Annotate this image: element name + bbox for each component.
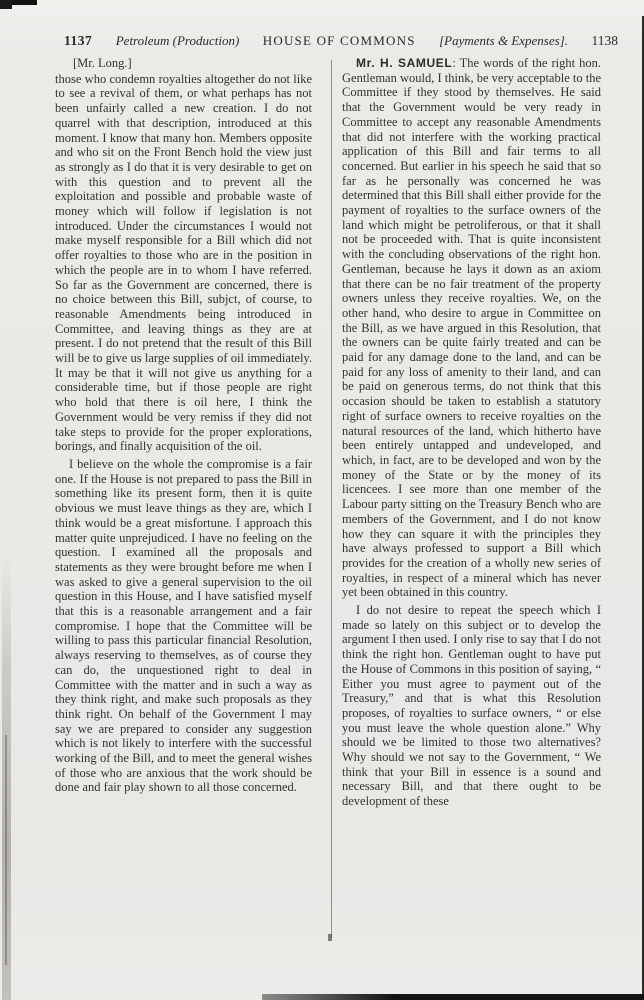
page-number-right: 1138 [591,33,618,48]
speech-paragraph: I do not desire to repeat the speech which I made so lately on this subject or to develop the argument I then used. I only rise to say that I do not think the right hon. Gentleman ought to have put the House of Commons in this position of saying, “ Either you must agree to payment out of the Treasury,” and that is what this Resolution proposes, of royalties to surface owners, “ or else you must leave the whole question alone.” Why should we be limited to those two alternatives? Why should we not say to the Government, “ We think that your Bill in essence is a sound and necessary Bill, and that there ought to be development of these [342,603,601,809]
right-column [342,56,601,809]
left-column [55,56,312,795]
scan-artifact-top-left-corner [0,0,12,9]
speech-paragraph: I believe on the whole the compromise is a fair one. If the House is not prepared to pass the Bill in something like its present form, then it is quite obvious we must leave things as they are, which I think would be a great misfortune. I approach this matter quite unprejudiced. I have no feeling on the question. I examined all the proposals and statements as they were brought before me when I was asked to give a general supervision to the oil question in this House, and I have satisfied myself that this is a reasonable arrangement and a fair compromise. I hope that the Committee will be willing to pass this particular financial Resolution, always reserving to themselves, as of course they can do, the unquestioned right to deal in Committee with the matter and in such a way as they think right, and make such proposals as they think right. On behalf of the Government I may say we are prepared to consider any suggestion which is not likely to interfere with the successful working of the Bill, and to meet the general wishes of those who are anxious that the work should be done and fair play shown to all those concerned. [55,456,312,795]
header-debate-title: Petroleum (Production) [115,33,240,48]
header-topic: [Payments & Expenses]. [439,33,568,48]
speech-paragraph [342,56,601,600]
column-divider [331,60,332,938]
scan-artifact-bottom-strip [262,994,644,1000]
speech-text: : The words of the right hon. Gentleman would, I think, be very acceptable to the Committee if they stood by themselves. He said that the Government would be very ready in Committee to accept any reasonable Amendments that did not interfere with the working practical application of this Bill and fair terms to all concerned. But earlier in his speech he said that so far as he personally was concerned he was determined that this Bill shall either provide for the payment of royalties to the surface owners of the land which might be petroliferous, or that it shall not be proceeded with. That is quite inconsistent with the concluding observations of the right hon. Gentleman, because he lays it down as an axiom that there can be no fair treatment of the property owners unless they receive royalties. We, on the other hand, who desire to argue in Committee on the Bill, as we have argued in this Resolution, that the owners can be quite fairly treated and can be paid for any damage done to the land, and can be paid for any loss of amenity to their land, and can be paid on generous terms, do not think that this occasion should be taken to establish a statutory right of surface owners to receive royalties on the natural resources of the land, which hitherto have been entirely untapped and undeveloped, and which, in fact, are to be developed and won by the money of the State or by the money of its licencees. I see more than one member of the Labour party sitting on the Treasury Bench who are members of the Government, and I do not know how they can square it with the principles they have always professed to support a Bill which provides for the creation of a wholly new series of royalties, in respect of a mineral which has never yet been obtained in this country. [342,56,601,600]
page-header [64,33,618,49]
header-house-title: HOUSE OF COMMONS [262,33,416,48]
speaker-continuation-label: [Mr. Long.] [73,56,132,70]
speaker-name: Mr. H. SAMUEL [356,56,453,70]
speech-paragraph: those who condemn royalties altogether do not like to see a revival of them, or what perhaps has not been unfairly called a new creation. I do not quarrel with that description, introduced at this moment. I know that many hon. Members opposite and who sit on the Front Bench hold the view just as strongly as I do that it is very desirable to get on with this question and to prevent all the exploitation and possible and probable waste of money which will follow if legislation is not introduced. Under the circumstances I would not make myself responsible for a Bill which did not offer royalties to those who are in the position in which the people are in to whom I have referred. So far as the Government are concerned, there is no choice between this Bill, subjct, of course, to reasonable Amendments being introduced in Committee, and leaving things as they are at present. I do not pretend that the result of this Bill will be to give us large supplies of oil immediately. It may be that it will not give us anything for a considerable time, but if those people are right who hold that there is oil here, I think the Government would be very remiss if they did not take steps to provide for the proper explorations, borings, and finally acquisition of the oil. [55,71,312,454]
scan-artifact-divider-tick [328,934,332,941]
scan-artifact-gutter-line [5,735,7,965]
page-number-left: 1137 [64,33,93,48]
